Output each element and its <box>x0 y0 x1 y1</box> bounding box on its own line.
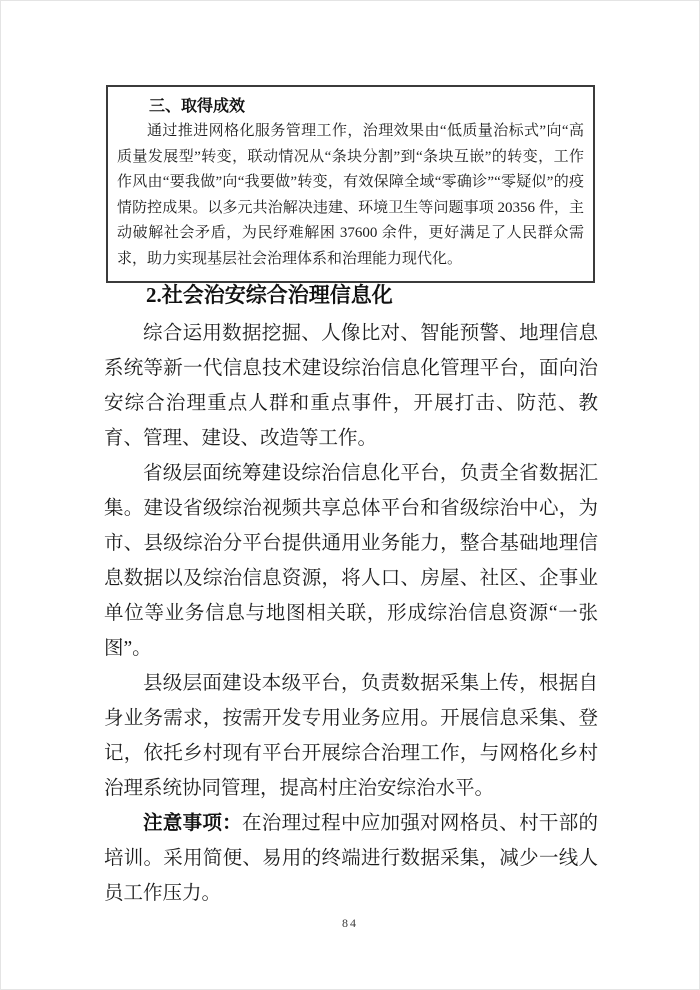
note-label: 注意事项： <box>143 813 242 834</box>
summary-box <box>106 85 595 283</box>
section-heading: 2.社会治安综合治理信息化 <box>146 283 393 307</box>
paragraph-county-level: 县级层面建设本级平台，负责数据采集上传，根据自身业务需求，按需开发专用业务应用。开展信息采集、登记，依托乡村现有平台开展综合治理工作，与网格化乡村治理系统协同管理，提高村庄治安综治水平。 <box>104 673 598 799</box>
summary-box-body: 通过推进网格化服务管理工作，治理效果由“低质量治标式”向“高质量发展型”转变，联动情况从“条块分割”到“条块互嵌”的转变，工作作风由“要我做”向“我要做”转变，有效保障全域“零确诊”“零疑似”的疫情防控成果。以多元共治解决违建、环境卫生等问题事项 20356 件，主动破解社会矛盾，为民纾难解困 37600 余件，更好满足了人民群众需求，助力实现基层社会治理体系和治理能力现代化。 <box>117 123 584 267</box>
page-number: 84 <box>342 916 358 930</box>
note-text: 在治理过程中应加强对网格员、村干部的培训。采用简便、易用的终端进行数据采集，减少一线人员工作压力。 <box>104 813 598 904</box>
paragraph-overview: 综合运用数据挖掘、人像比对、智能预警、地理信息系统等新一代信息技术建设综治信息化管理平台，面向治安综合治理重点人群和重点事件，开展打击、防范、教育、管理、建设、改造等工作。 <box>104 323 598 449</box>
summary-box-heading: 三、取得成效 <box>149 98 246 115</box>
section-content <box>104 279 598 911</box>
paragraph-province-level: 省级层面统筹建设综治信息化平台，负责全省数据汇集。建设省级综治视频共享总体平台和省级综治中心，为市、县级综治分平台提供通用业务能力，整合基础地理信息数据以及综治信息资源，将人口、房屋、社区、企事业单位等业务信息与地图相关联，形成综治信息资源“一张图”。 <box>104 463 598 659</box>
note-paragraph <box>104 806 598 911</box>
